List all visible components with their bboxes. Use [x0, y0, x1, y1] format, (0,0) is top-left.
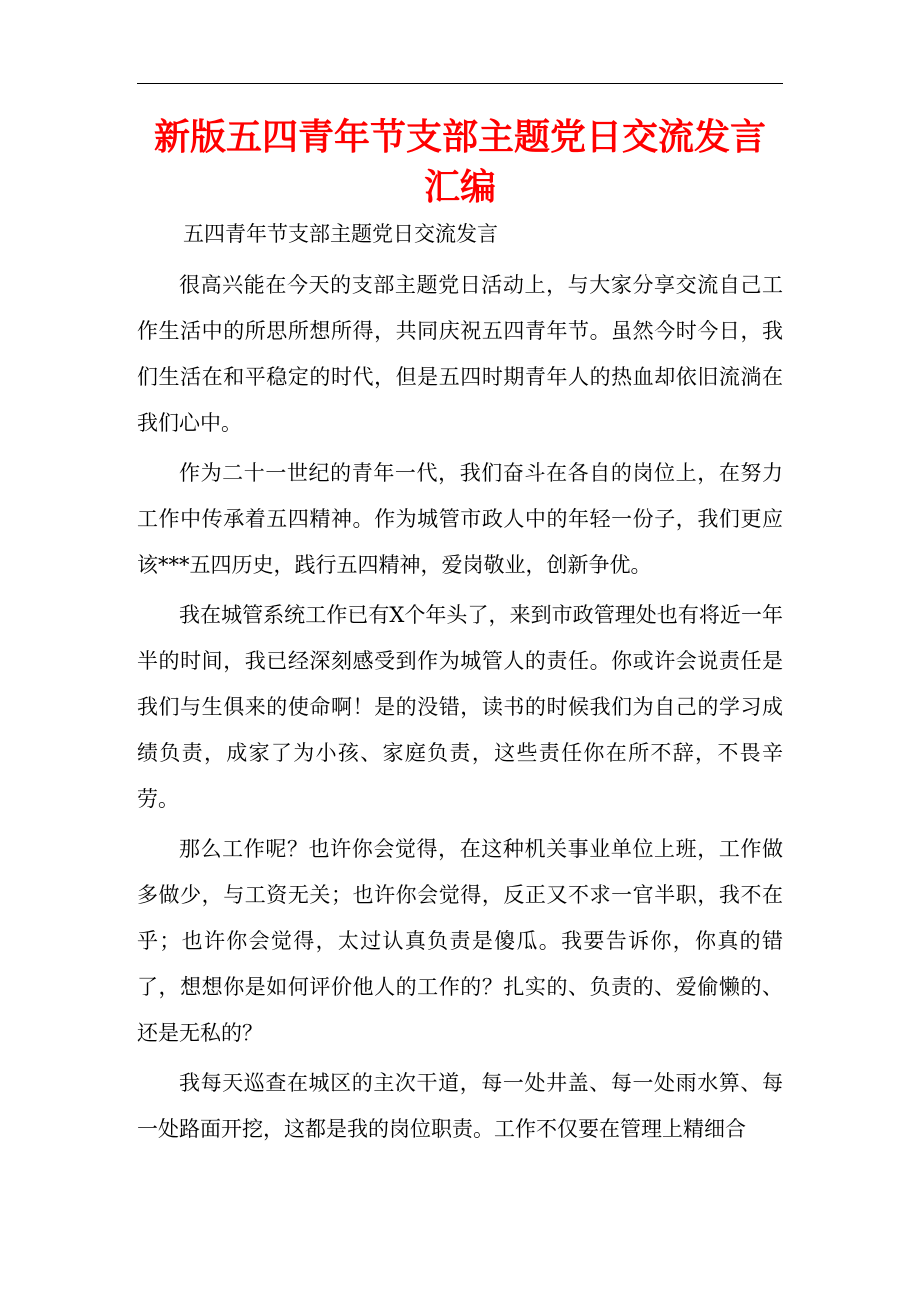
paragraph-2: 作为二十一世纪的青年一代，我们奋斗在各自的岗位上，在努力工作中传承着五四精神。作为城管市政人中的年轻一份子，我们更应该***五四历史，践行五四精神，爱岗敬业，创新争优。: [137, 461, 783, 577]
document-body: [137, 262, 783, 1156]
paragraph-4: 那么工作呢？也许你会觉得，在这种机关事业单位上班，工作做多做少，与工资无关；也许你会觉得，反正又不求一官半职，我不在乎；也许你会觉得，太过认真负责是傻瓜。我要告诉你，你真的错了，想想你是如何评价他人的工作的？扎实的、负责的、爱偷懒的、还是无私的？: [137, 837, 783, 1045]
paragraph-1: 很高兴能在今天的支部主题党日活动上，与大家分享交流自己工作生活中的所思所想所得，共同庆祝五四青年节。虽然今时今日，我们生活在和平稳定的时代，但是五四时期青年人的热血却依旧流淌在我们心中。: [137, 273, 783, 435]
paragraph-5: 我每天巡查在城区的主次干道，每一处井盖、每一处雨水箅、每一处路面开挖，这都是我的岗位职责。工作不仅要在管理上精细合: [137, 1071, 783, 1141]
document-title: 新版五四青年节支部主题党日交流发言汇编: [153, 116, 766, 208]
paragraph-3: 我在城管系统工作已有X个年头了，来到市政管理处也有将近一年半的时间，我已经深刻感受到作为城管人的责任。你或许会说责任是我们与生俱来的使命啊！是的没错，读书的时候我们为自己的学习成绩负责，成家了为小孩、家庭负责，这些责任你在所不辞，不畏辛劳。: [137, 603, 783, 811]
document-subtitle: 五四青年节支部主题党日交流发言: [183, 222, 498, 246]
header-rule: [137, 83, 783, 84]
